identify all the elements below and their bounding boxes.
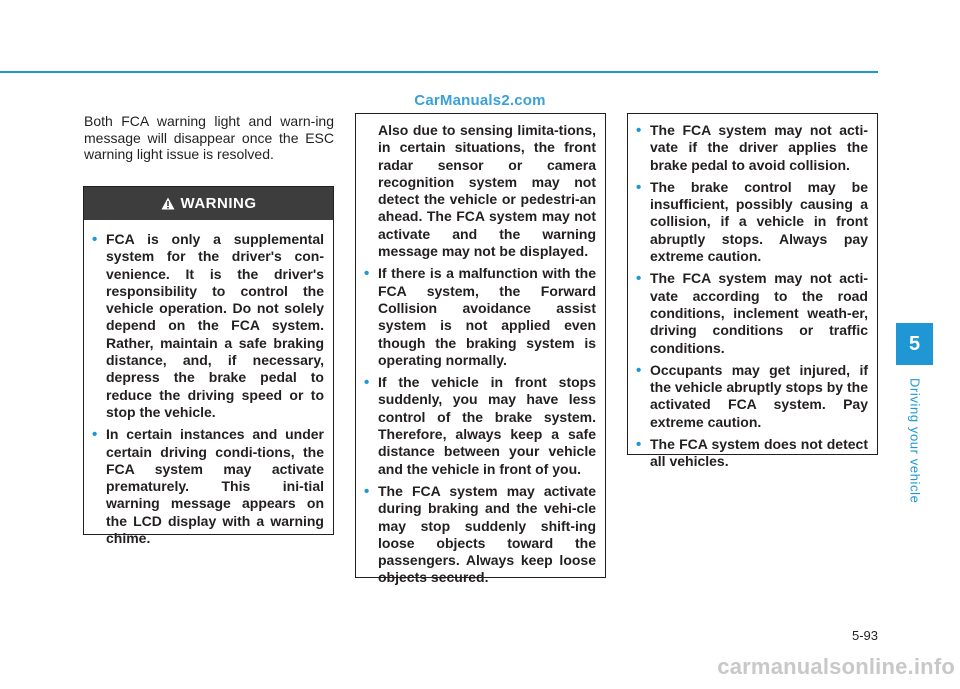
warning-header	[84, 187, 333, 220]
warning-item: • In certain instances and under certain driving condi-tions, the FCA system may activate prematurely. This ini-tial warning message appears on the LCD display with a warning chime.	[90, 426, 324, 547]
warning-box-continued-2	[627, 113, 878, 470]
warning-list	[84, 220, 333, 547]
warning-item: • The FCA system does not detect all vehicles.	[634, 436, 868, 471]
warning-item: • The FCA system may not acti-vate according to the road conditions, inclement weath-er, driving conditions or traffic conditions.	[634, 270, 868, 356]
chapter-tab: 5	[896, 323, 933, 365]
watermark-carmanuals2: CarManuals2.com	[414, 92, 546, 109]
warning-title: WARNING	[180, 195, 257, 212]
top-rule	[0, 71, 878, 73]
chapter-title: Driving your vehicle	[907, 378, 923, 504]
watermark-carmanualsonline: carmanualsonline.info	[717, 654, 955, 679]
continued-text: Also due to sensing limita-tions, in certain situations, the front radar sensor or camera recognition system may not detect the vehicle or pedestri-an ahead. The FCA system may not activate and the warning message may not be displayed.	[378, 122, 596, 260]
chapter-title-container	[898, 378, 932, 504]
warning-item: • If there is a malfunction with the FCA system, the Forward Collision avoidance assist system is not applied even though the braking system is operating normally.	[362, 265, 596, 369]
warning-box-continued	[355, 113, 606, 586]
warning-item: • FCA is only a supplemental system for the driver's con-venience. It is the driver's responsibility to control the vehicle operation. Do not solely depend on the FCA system. Rather, maintain a safe braking distance, and, if necessary, depress the brake pedal to reduce the driving speed or to stop the vehicle.	[90, 231, 324, 421]
warning-item: • The FCA system may not acti-vate if the driver applies the brake pedal to avoid collision.	[634, 122, 868, 174]
warning-list-continued	[356, 114, 605, 587]
warning-triangle-icon	[161, 197, 175, 210]
warning-box	[83, 186, 334, 547]
warning-item: • The FCA system may activate during braking and the vehi-cle may stop suddenly shift-ing loose objects toward the passengers. Always keep loose objects secured.	[362, 483, 596, 587]
warning-item: • The brake control may be insufficient, possibly causing a collision, if a vehicle in front abruptly stops. Always pay extreme caution.	[634, 179, 868, 265]
warning-list-continued-2	[628, 114, 877, 471]
warning-item: • Occupants may get injured, if the vehicle abruptly stops by the activated FCA system. Pay extreme caution.	[634, 362, 868, 431]
page-number: 5-93	[851, 628, 878, 643]
warning-item: • If the vehicle in front stops suddenly, you may have less control of the brake system. Therefore, always keep a safe distance between your vehicle and the vehicle in front of you.	[362, 374, 596, 478]
intro-paragraph: Both FCA warning light and warn-ing message will disappear once the ESC warning light issue is resolved.	[84, 113, 334, 162]
